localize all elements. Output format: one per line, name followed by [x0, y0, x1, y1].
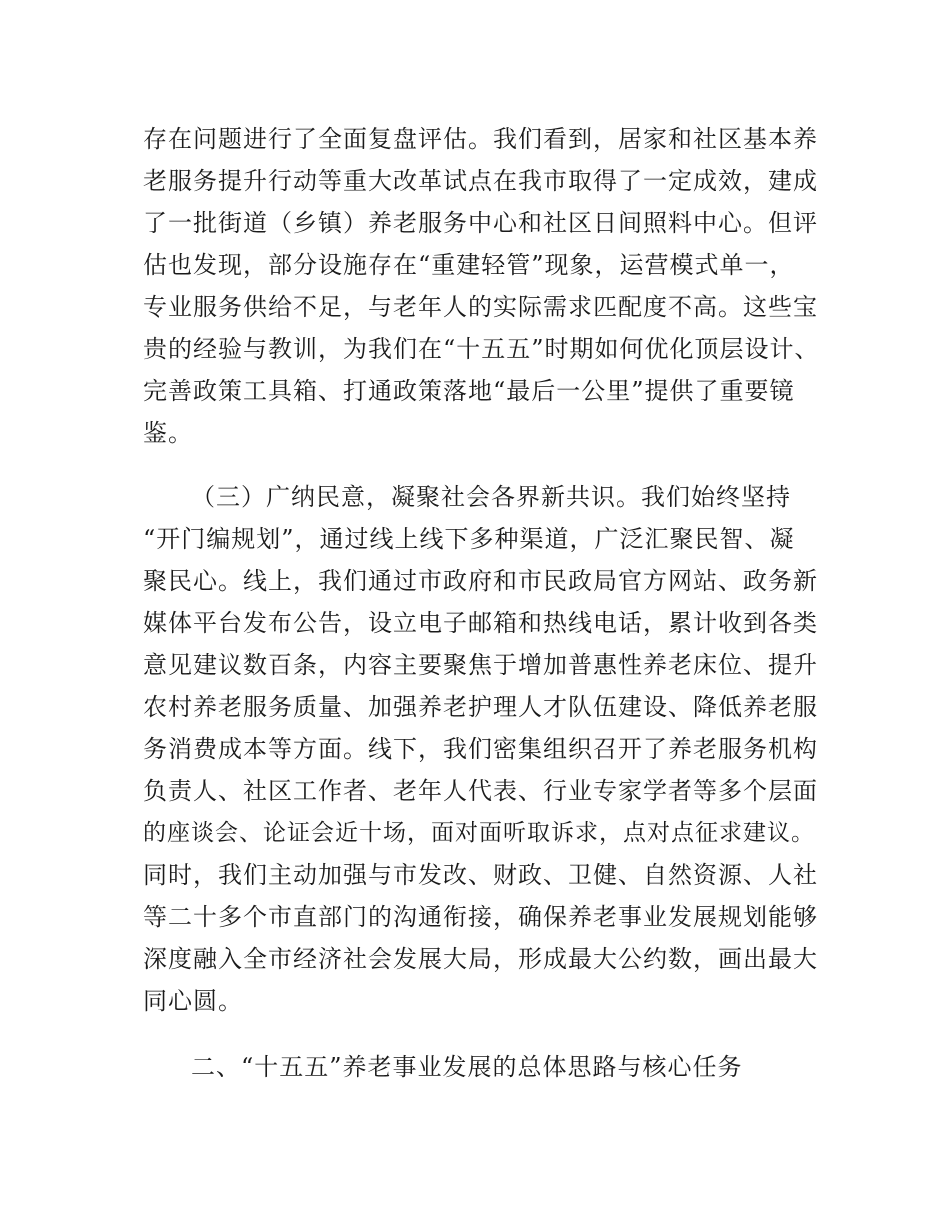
- paragraph-1-line-3: 了一批街道（乡镇）养老服务中心和社区日间照料中心。但评: [143, 209, 818, 237]
- paragraph-1-line-8: 鉴。: [143, 419, 193, 447]
- paragraph-2-line-6: 农村养老服务质量、加强养老护理人才队伍建设、降低养老服: [143, 693, 818, 721]
- paragraph-2-line-11: 等二十多个市直部门的沟通衔接，确保养老事业发展规划能够: [143, 903, 818, 931]
- paragraph-2-line-4: 媒体平台发布公告，设立电子邮箱和热线电话，累计收到各类: [143, 609, 818, 637]
- paragraph-2-line-13: 同心圆。: [143, 987, 243, 1015]
- paragraph-2-line-3: 聚民心。线上，我们通过市政府和市民政局官方网站、政务新: [143, 567, 818, 595]
- paragraph-1-line-5: 专业服务供给不足，与老年人的实际需求匹配度不高。这些宝: [143, 293, 818, 321]
- paragraph-2-line-7: 务消费成本等方面。线下，我们密集组织召开了养老服务机构: [143, 735, 818, 763]
- paragraph-2-line-5: 意见建议数百条，内容主要聚焦于增加普惠性养老床位、提升: [143, 651, 818, 679]
- paragraph-2-line-2: “开门编规划”，通过线上线下多种渠道，广泛汇聚民智、凝: [143, 525, 795, 553]
- paragraph-1-line-7: 完善政策工具箱、打通政策落地“最后一公里”提供了重要镜: [143, 377, 795, 405]
- paragraph-2-line-10: 同时，我们主动加强与市发改、财政、卫健、自然资源、人社: [143, 861, 818, 889]
- paragraph-1-line-6: 贵的经验与教训，为我们在“十五五”时期如何优化顶层设计、: [143, 335, 820, 363]
- paragraph-1-line-1: 存在问题进行了全面复盘评估。我们看到，居家和社区基本养: [143, 125, 818, 153]
- section-heading: 二、“十五五”养老事业发展的总体思路与核心任务: [191, 1053, 743, 1081]
- paragraph-2-line-1: （三）广纳民意，凝聚社会各界新共识。我们始终坚持: [191, 483, 791, 511]
- paragraph-2-line-8: 负责人、社区工作者、老年人代表、行业专家学者等多个层面: [143, 777, 818, 805]
- paragraph-1-line-4: 估也发现，部分设施存在“重建轻管”现象，运营模式单一，: [143, 251, 795, 279]
- paragraph-2-line-12: 深度融入全市经济社会发展大局，形成最大公约数，画出最大: [143, 945, 818, 973]
- paragraph-2-line-9: 的座谈会、论证会近十场，面对面听取诉求，点对点征求建议。: [143, 820, 815, 846]
- paragraph-1-line-2: 老服务提升行动等重大改革试点在我市取得了一定成效，建成: [143, 167, 818, 195]
